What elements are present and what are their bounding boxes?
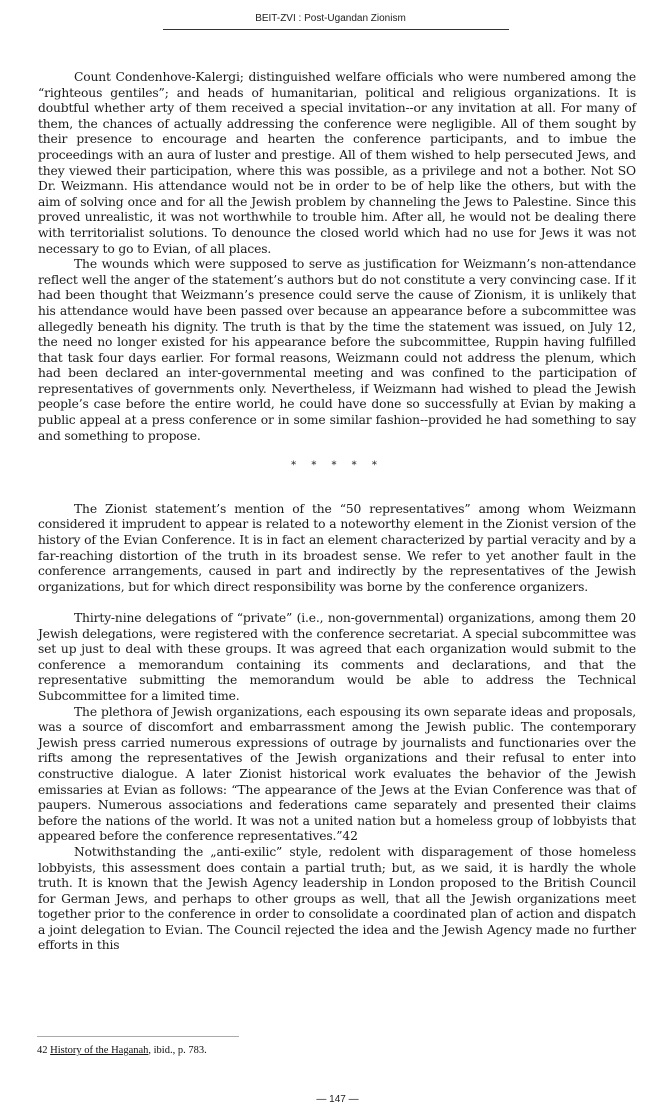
section-separator: * * * * *: [291, 460, 383, 472]
footnote: [37, 1045, 207, 1056]
page-number: — 147 —: [316, 1094, 359, 1105]
running-header: BEIT-ZVI : Post-Ugandan Zionism: [255, 13, 406, 24]
paragraph: The wounds which were supposed to serve as justification for Weizmann’s non-attendance reflect well the anger of the statement’s authors but do not constitute a very convincing case. If it had been thought that Weizmann’s presence could serve the cause of Zionism, it is unlikely that his attendance would have been passed over because an appearance before a subcommittee was allegedly beneath his dignity. The truth is that by the time the statement was issued, on July 12, the need no longer existed for his appearance before the subcommittee, Ruppin having fulfilled that task four days earlier. For formal reasons, Weizmann could not address the plenum, which had been declared an inter-governmental meeting and was confined to the participation of representatives of governments only. Nevertheless, if Weizmann had wished to plead the Jewish people’s case before the entire world, he could have done so successfully at Evian by making a public appeal at a press conference or in some similar fashion--provided he had something to say and something to propose.: [38, 257, 636, 443]
header-rule: [163, 29, 509, 30]
paragraph-gap: [38, 595, 636, 611]
body-text-section-1: [38, 70, 636, 954]
footnote-rule: [37, 1036, 239, 1037]
paragraph: Notwithstanding the „anti-exilic” style, redolent with disparagement of those homeless lobbyists, this assessment does contain a partial truth; but, as we said, it is hardly the whole truth. It is known that the Jewish Agency leadership in London proposed to the British Council for German Jews, and perhaps to other groups as well, that all the Jewish organizations meet together prior to the conference in order to consolidate a coordinated plan of action and dispatch a joint delegation to Evian. The Council rejected the idea and the Jewish Agency made no further efforts in this: [38, 844, 636, 953]
footnote-title: History of the Haganah: [50, 1045, 149, 1056]
paragraph: Count Condenhove-Kalergi; distinguished welfare officials who were numbered among the “righteous gentiles”; and heads of humanitarian, political and religious organizations. It is doubtful whether arty of them received a special invitation--or any invitation at all. For many of them, the chances of actually addressing the conference were negligible. All of them sought by their presence to encourage and hearten the conference participants, and to imbue the proceedings with an aura of luster and prestige. All of them wished to help persecuted Jews, and they viewed their participation, where this was possible, as a privilege and not a bother. Not SO Dr. Weizmann. His attendance would not be in order to be of help like the others, but with the aim of solving once and for all the Jewish problem by channeling the Jews to Palestine. Since this proved unrealistic, it was not worthwhile to trouble him. After all, he would not be dealing there with territorialist solutions. To denounce the closed world which had no use for Jews it was not necessary to go to Evian, of all places.: [38, 70, 636, 256]
footnote-number: 42: [37, 1045, 48, 1056]
paragraph: The plethora of Jewish organizations, each espousing its own separate ideas and proposals, was a source of discomfort and embarrassment among the Jewish public. The contemporary Jewish press carried numerous expressions of outrage by journalists and functionaries over the rifts among the representatives of the Jewish organizations and their refusal to enter into constructive dialogue. A later Zionist historical work evaluates the behavior of the Jewish emissaries at Evian as follows: “The appearance of the Jews at the Evian Conference was that of paupers. Numerous associations and federations came separately and presented their claims before the nations of the world. It was not a united nation but a homeless group of lobbyists that appeared before the conference representatives.”42: [38, 704, 636, 844]
footnote-citation: , ibid., p. 783.: [148, 1045, 207, 1056]
paragraph: The Zionist statement’s mention of the “50 representatives” among whom Weizmann considered it imprudent to appear is related to a noteworthy element in the Zionist version of the history of the Evian Conference. It is in fact an element characterized by partial veracity and by a far-reaching distortion of the truth in its broadest sense. We refer to yet another fault in the conference arrangements, caused in part and indirectly by the representatives of the Jewish organizations, but for which direct responsibility was borne by the conference organizers.: [38, 501, 636, 594]
paragraph: Thirty-nine delegations of “private” (i.e., non-governmental) organizations, among them 20 Jewish delegations, were registered with the conference secretariat. A special subcommittee was set up just to deal with these groups. It was agreed that each organization would submit to the conference a memorandum containing its comments and declarations, and that the representative submitting the memorandum would be able to address the Technical Subcommittee for a limited time.: [38, 611, 636, 703]
